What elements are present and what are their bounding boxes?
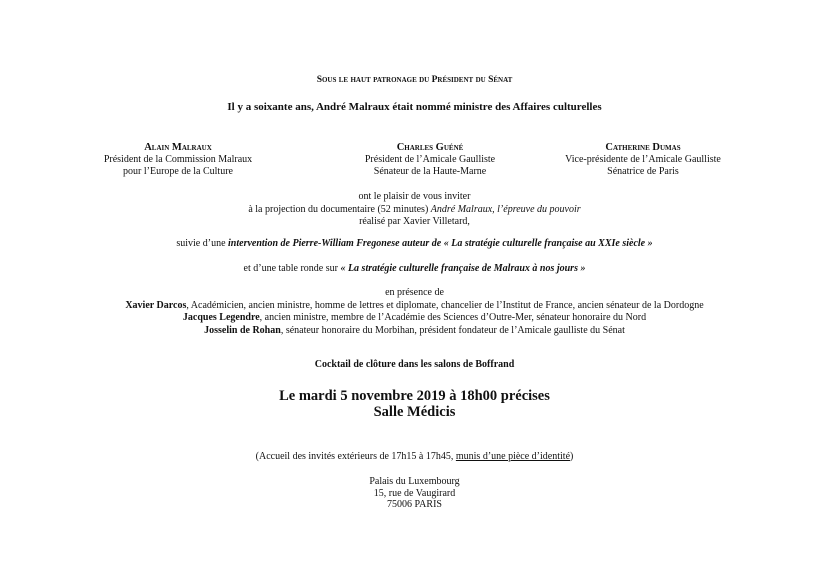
person-desc: , Académicien, ancien ministre, homme de lettres et diplomate, chancelier de l’Institut de France, ancien sénateur de la Dordogne [186,299,704,311]
presence-intro: en présence de [385,287,444,298]
roundtable-line [0,263,829,274]
host-name: Catherine Dumas [605,142,681,153]
invite-line-2 [0,204,829,217]
person-name: Josselin de Rohan [204,324,281,336]
event-date: Le mardi 5 novembre 2019 à 18h00 précises [279,388,550,404]
host-catherine-dumas [553,142,733,178]
host-name: Charles Guéné [396,142,464,153]
headline: Il y a soixante ans, André Malraux était nommé ministre des Affaires culturelles [227,101,602,113]
reception-post: ) [570,451,574,462]
intervention-line [0,238,829,249]
host-subtitle: Sénatrice de Paris [607,166,679,177]
address-line-1: Palais du Luxembourg [369,476,460,487]
invite-block [0,191,829,229]
host-charles-guene [345,142,515,178]
host-title: Président de l’Amicale Gaulliste [364,154,496,165]
host-title: Président de la Commission Malraux [103,154,253,165]
person-desc: , sénateur honoraire du Morbihan, président fondateur de l’Amicale gaulliste du Sénat [280,324,625,336]
host-subtitle: pour l’Europe de la Culture [123,166,233,177]
presence-person [0,312,829,325]
roundtable-pre: et d’une table ronde sur [243,263,338,274]
person-name: Xavier Darcos [125,299,187,311]
address-line-3: 75006 PARIS [387,499,442,510]
reception-id-note: munis d’une pièce d’identité [455,451,571,462]
invite-line-1: ont le plaisir de vous inviter [358,191,471,202]
host-title: Vice-présidente de l’Amicale Gaulliste [565,154,721,165]
intervention-pre: suivie d’une [176,238,226,249]
cocktail-line: Cocktail de clôture dans les salons de Boffrand [314,359,515,370]
host-name: Alain Malraux [144,142,212,153]
presence-person [0,325,829,338]
host-alain-malraux [98,142,258,178]
address-block [0,476,829,511]
address-line-2: 15, rue de Vaugirard [373,487,456,499]
presence-person [0,300,829,313]
event-room: Salle Médicis [373,404,456,420]
patronage-line: Sous le haut patronage du Président du Sénat [316,75,513,85]
documentary-title: André Malraux, l’épreuve du pouvoir [430,203,581,215]
person-name: Jacques Legendre [182,312,260,323]
reception-line [0,451,829,462]
presence-block [0,287,829,337]
invite-projection: à la projection du documentaire (52 minutes) [248,203,429,215]
invite-line-3: réalisé par Xavier Villetard, [359,216,470,227]
roundtable-text: « La stratégie culturelle française de Malraux à nos jours » [340,263,586,274]
intervention-text: intervention de Pierre-William Fregonese auteur de « La stratégie culturelle française au XXIe siècle » [228,238,653,249]
host-subtitle: Sénateur de la Haute-Marne [373,166,487,177]
reception-pre: (Accueil des invités extérieurs de 17h15 à 17h45, [255,451,454,462]
person-desc: , ancien ministre, membre de l’Académie des Sciences d’Outre-Mer, sénateur honoraire du Nord [259,312,647,323]
